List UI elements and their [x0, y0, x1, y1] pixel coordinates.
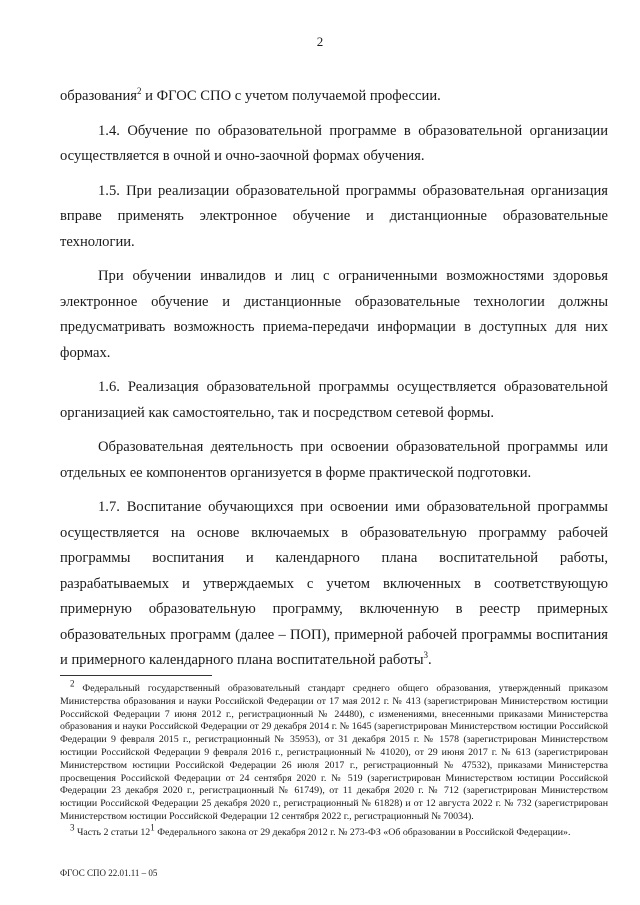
paragraph-disabled-learners: При обучении инвалидов и лиц с ограниченными возможностями здоровья электронное обучение и дистанционные образовательные технологии должны предусматривать возможность приема-передачи информации в доступных для них формах.: [60, 268, 608, 361]
paragraph-1-6: 1.6. Реализация образовательной программы осуществляется образовательной организацией как самостоятельно, так и посредством сетевой формы.: [60, 379, 608, 421]
footnote-2: $^2$ Федеральный государственный образовательный стандарт среднего общего образования, утвержденный приказом Министерства образования и науки Российской Федерации от 17 мая 2012 г. № 413 (зарегистрирован Министерством юстиции Российской Федерации 7 июня 2012 г., регистрационный № 24480), с изменениями, внесенными приказами Министерства образования и науки Российской Федерации от 29 декабря 2014 г. № 1645 (зарегистрирован Министерством юстиции Российской Федерации 9 февраля 2015 г., регистрационный № 35953), от 31 декабря 2015 г. № 1578 (зарегистрирован Министерством юстиции Российской Федерации 9 февраля 2016 г., регистрационный № 41020), от 29 июня 2017 г. № 613 (зарегистрирован Министерством юстиции Российской Федерации 26 июля 2017 г., регистрационный № 47532), приказами Министерства просвещения Российской Федерации от 24 сентября 2020 г. № 519 (зарегистрирован Министерством юстиции Российской Федерации 23 декабря 2020 г., регистрационный № 61749), от 11 декабря 2020 г. № 712 (зарегистрирован Министерством юстиции Российской Федерации 25 декабря 2020 г., регистрационный № 61828) и от 12 августа 2022 г. № 732 (зарегистрирован Министерством юстиции Российской Федерации 12 сентября 2022 г., регистрационный № 70034).: [60, 678, 608, 822]
footnote-divider: [60, 675, 212, 676]
page-number: 2: [316, 34, 324, 49]
paragraph-1-5: 1.5. При реализации образовательной программы образовательная организация вправе применять электронное обучение и дистанционные образовательные технологии.: [60, 182, 608, 250]
footnote-ref-2: 2: [136, 86, 142, 97]
paragraph-1: образования$^2$ и ФГОС СПО с учетом получаемой профессии.: [60, 86, 441, 104]
footnotes: [60, 678, 608, 843]
main-text: [60, 84, 608, 683]
footnote-ref-3: 3: [423, 650, 429, 661]
paragraph-1-7: 1.7. Воспитание обучающихся при освоении ими образовательной программы осуществляется на основе включаемых в образовательную программу рабочей программы воспитания и календарного плана воспитательной работы, разрабатываемых и утверждаемых с учетом включенных в соответствующую примерную образовательную программу, включенную в реестр примерных образовательных программ (далее – ПОП), примерной рабочей программы воспитания и примерного календарного плана воспитательной работы$^3$.: [60, 499, 608, 668]
footnote-3: $^3$ Часть 2 статьи $12^1$ Федерального закона от 29 декабря 2012 г. № 273-ФЗ «Об образовании в Российской Федерации».: [70, 822, 571, 838]
paragraph-1-4: 1.4. Обучение по образовательной программе в образовательной организации осуществляется в очной и очно-заочной формах обучения.: [60, 122, 608, 164]
paragraph-practical-training: Образовательная деятельность при освоении образовательной программы или отдельных ее компонентов организуется в форме практической подготовки.: [60, 439, 608, 481]
document-code: ФГОС СПО 22.01.11 – 05: [60, 868, 158, 878]
